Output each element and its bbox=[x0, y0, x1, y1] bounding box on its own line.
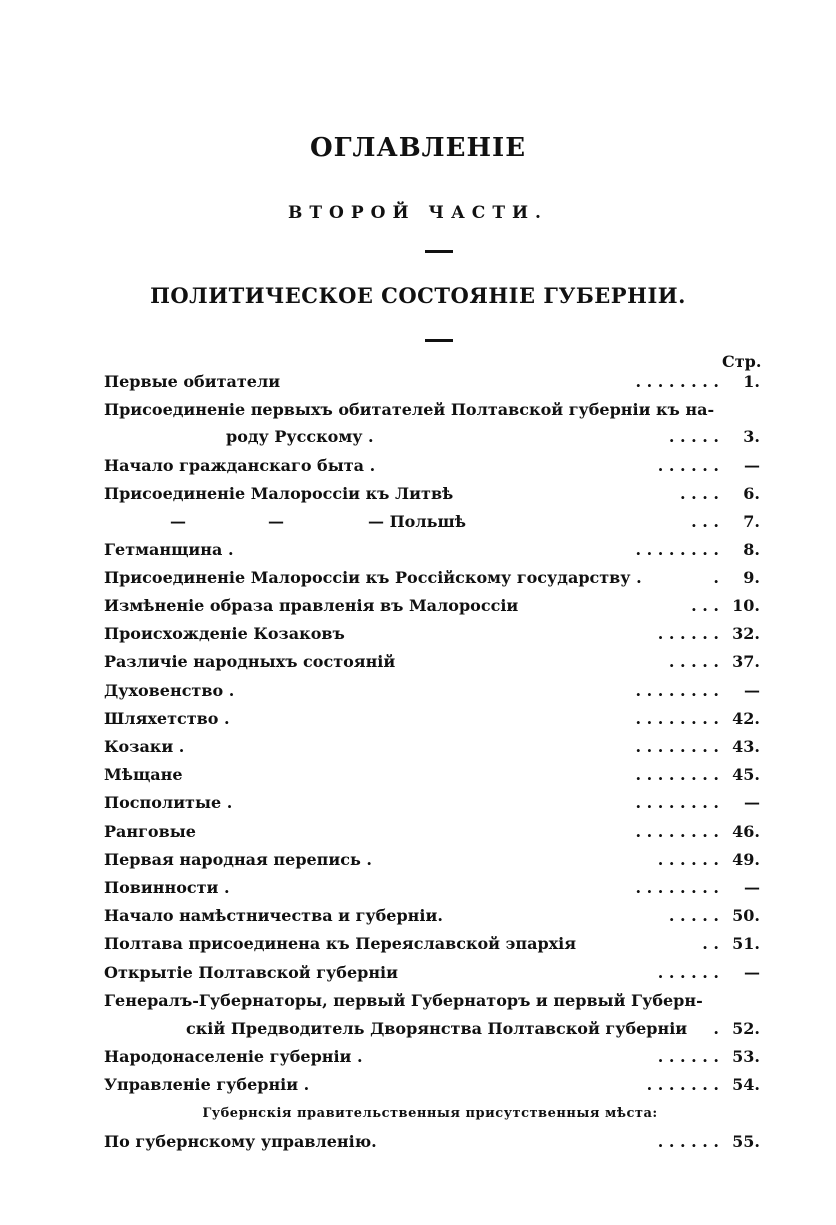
toc-entry-label: Полтава присоединена къ Переяславской эпархiя bbox=[104, 934, 577, 953]
section-title: ПОЛИТИЧЕСКОЕ СОСТОЯНIЕ ГУБЕРНIИ. bbox=[150, 283, 686, 308]
toc-entry-page: 37. bbox=[732, 652, 760, 671]
toc-entry-leader: . . . . . . bbox=[657, 624, 719, 643]
toc-entry[interactable] bbox=[104, 624, 764, 648]
toc-entry-leader: . . . . . . bbox=[657, 1132, 719, 1151]
toc-entry-page: 45. bbox=[732, 765, 760, 784]
toc-entry-label: Управленiе губернiи . bbox=[104, 1075, 310, 1094]
toc-entry[interactable] bbox=[104, 400, 764, 424]
toc-entry-leader: . . . . . . . . bbox=[635, 765, 719, 784]
toc-entry-label: Народонаселенiе губернiи . bbox=[104, 1047, 363, 1066]
toc-entry-page: 6. bbox=[743, 484, 760, 503]
toc-entry-continuation[interactable] bbox=[104, 427, 764, 451]
toc-entry-label: Гетманщина . bbox=[104, 540, 234, 559]
toc-entry[interactable] bbox=[104, 991, 764, 1015]
toc-entry[interactable] bbox=[104, 765, 764, 789]
toc-entry[interactable] bbox=[104, 906, 764, 930]
toc-entry-label: Присоединенiе первыхъ обитателей Полтавской губернiи къ на- bbox=[104, 400, 715, 419]
toc-entry[interactable] bbox=[104, 540, 764, 564]
toc-entry-leader: . . . bbox=[691, 512, 719, 531]
toc-entry[interactable] bbox=[104, 963, 764, 987]
toc-entry-page: — bbox=[744, 681, 760, 700]
toc-entry-page: 43. bbox=[732, 737, 760, 756]
toc-entry-label: Первая народная перепись . bbox=[104, 850, 372, 869]
page-subtitle: ВТОРОЙ ЧАСТИ. bbox=[288, 203, 548, 223]
toc-entry-leader: . . . . . . . . bbox=[635, 681, 719, 700]
toc-entry[interactable] bbox=[104, 1075, 764, 1099]
toc-entry-leader: . . . . . . . . bbox=[635, 372, 719, 391]
toc-entry-page: 8. bbox=[743, 540, 760, 559]
toc-entry-leader: . . . . . . . . bbox=[635, 878, 719, 897]
toc-entry-page: 53. bbox=[732, 1047, 760, 1066]
toc-entry-page: — bbox=[744, 793, 760, 812]
page-column-header: Стр. bbox=[722, 352, 762, 371]
toc-entry-label: Шляхетство . bbox=[104, 709, 230, 728]
toc-entry-label: Начало намѣстничества и губернiи. bbox=[104, 906, 443, 925]
toc-entry-leader: . . . . . . . . bbox=[635, 709, 719, 728]
toc-entry-label: Духовенство . bbox=[104, 681, 235, 700]
toc-entry-leader: . bbox=[713, 1019, 719, 1038]
toc-entry-label: Открытiе Полтавской губернiи bbox=[104, 963, 398, 982]
toc-entry-leader: . . . . . . bbox=[657, 456, 719, 475]
toc-entry[interactable] bbox=[104, 737, 764, 761]
toc-entry-page: 42. bbox=[732, 709, 760, 728]
toc-entry[interactable] bbox=[104, 1047, 764, 1071]
toc-entry-label: Различiе народныхъ состоянiй bbox=[104, 652, 396, 671]
toc-entry-label: Измѣненiе образа правленiя въ Малороссiи bbox=[104, 596, 519, 615]
toc-entry[interactable] bbox=[104, 596, 764, 620]
toc-entry-page: — bbox=[744, 456, 760, 475]
toc-entry[interactable] bbox=[104, 456, 764, 480]
toc-entry-page: — bbox=[744, 963, 760, 982]
toc-entry-leader: . . bbox=[702, 934, 719, 953]
toc-entry-label: — Польшѣ bbox=[368, 512, 466, 531]
toc-entry-leader: . . . . . . . . bbox=[635, 737, 719, 756]
toc-entry[interactable] bbox=[104, 681, 764, 705]
toc-entry-leader: . . . . . . . . bbox=[635, 822, 719, 841]
toc-entry-leader: . . . . . bbox=[668, 652, 719, 671]
toc-entry[interactable] bbox=[104, 709, 764, 733]
toc-entry-page: 51. bbox=[732, 934, 760, 953]
toc-entry-page: 3. bbox=[743, 427, 760, 446]
toc-entry-page: 32. bbox=[732, 624, 760, 643]
toc-entry-leader: . . . . . . bbox=[657, 850, 719, 869]
toc-entry-label: Присоединенiе Малороссiи къ Россiйскому государству . bbox=[104, 568, 642, 587]
toc-entry[interactable] bbox=[104, 512, 764, 536]
toc-entry-label: Посполитые . bbox=[104, 793, 233, 812]
toc-entry-leader: . . . bbox=[691, 596, 719, 615]
toc-entry-page: 7. bbox=[743, 512, 760, 531]
toc-entry-leader: . . . . . . . . bbox=[635, 793, 719, 812]
toc-entry-label: скiй Предводитель Дворянства Полтавской губернiи bbox=[186, 1019, 688, 1038]
page-title: ОГЛАВЛЕНIЕ bbox=[309, 133, 527, 163]
toc-entry-label: Первые обитатели bbox=[104, 372, 281, 391]
ditto-dash: — bbox=[170, 512, 186, 531]
toc-entry[interactable] bbox=[104, 850, 764, 874]
toc-entry-label: роду Русскому . bbox=[226, 427, 374, 446]
toc-entry-page: 54. bbox=[732, 1075, 760, 1094]
toc-entry-page: 9. bbox=[743, 568, 760, 587]
toc-entry-label: Начало гражданскаго быта . bbox=[104, 456, 376, 475]
toc-entry[interactable] bbox=[104, 878, 764, 902]
toc-entry-page: 55. bbox=[732, 1132, 760, 1151]
toc-entry-page: 50. bbox=[732, 906, 760, 925]
toc-entry-page: 46. bbox=[732, 822, 760, 841]
toc-entry-leader: . . . . bbox=[680, 484, 719, 503]
toc-entry-page: — bbox=[744, 878, 760, 897]
toc-entry-leader: . . . . . . bbox=[657, 963, 719, 982]
toc-entry-label: Мѣщане bbox=[104, 765, 183, 784]
toc-entry-page: 1. bbox=[743, 372, 760, 391]
toc-entry-label: По губернскому управленiю. bbox=[104, 1132, 377, 1151]
toc-entry[interactable] bbox=[104, 484, 764, 508]
toc-entry-continuation[interactable] bbox=[104, 1019, 764, 1043]
toc-entry-leader: . . . . . bbox=[668, 906, 719, 925]
toc-entry-label: Происхожденiе Козаковъ bbox=[104, 624, 345, 643]
toc-entry-label: Повинности . bbox=[104, 878, 230, 897]
toc-entry[interactable] bbox=[104, 1132, 764, 1156]
toc-entry-label: Козаки . bbox=[104, 737, 185, 756]
toc-entry-leader: . . . . . . . bbox=[646, 1075, 719, 1094]
toc-entry[interactable] bbox=[104, 934, 764, 958]
toc-entry-label: Присоединенiе Малороссiи къ Литвѣ bbox=[104, 484, 454, 503]
toc-subheading: Губернскiя правительственныя присутственныя мѣста: bbox=[202, 1106, 658, 1121]
toc-entry[interactable] bbox=[104, 793, 764, 817]
toc-entry[interactable] bbox=[104, 372, 764, 396]
toc-entry[interactable] bbox=[104, 822, 764, 846]
toc-entry-leader: . . . . . . . . bbox=[635, 540, 719, 559]
ditto-dash: — bbox=[268, 512, 284, 531]
toc-entry-leader: . bbox=[713, 568, 719, 587]
toc-entry-page: 52. bbox=[732, 1019, 760, 1038]
toc-entry-leader: . . . . . . bbox=[657, 1047, 719, 1066]
toc-entry-label: Генералъ-Губернаторы, первый Губернаторъ и первый Губерн- bbox=[104, 991, 703, 1010]
toc-entry[interactable] bbox=[104, 652, 764, 676]
toc-entry[interactable] bbox=[104, 568, 764, 592]
toc-entry-page: 49. bbox=[732, 850, 760, 869]
toc-entry-label: Ранговые bbox=[104, 822, 196, 841]
toc-entry-page: 10. bbox=[732, 596, 760, 615]
toc-entry-leader: . . . . . bbox=[668, 427, 719, 446]
